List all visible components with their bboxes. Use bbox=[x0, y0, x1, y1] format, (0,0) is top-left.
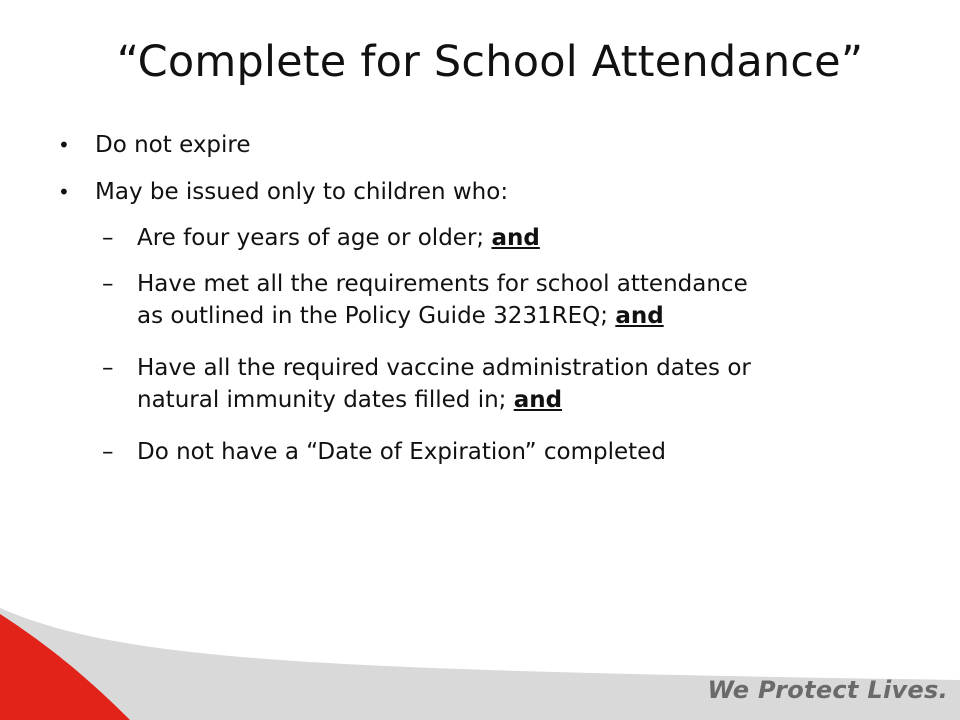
sub-bullet-line: Are four years of age or older; bbox=[137, 225, 492, 251]
sub-bullet-line: Do not have a “Date of Expiration” completed bbox=[137, 439, 666, 465]
sub-bullet-line: Have met all the requirements for school attendance bbox=[137, 271, 748, 297]
and-conjunction: and bbox=[491, 225, 540, 251]
dash-icon: – bbox=[102, 439, 114, 465]
dash-icon: – bbox=[102, 225, 114, 251]
and-conjunction: and bbox=[615, 303, 664, 329]
bullet-icon: • bbox=[58, 180, 70, 204]
sub-bullet-line: as outlined in the Policy Guide 3231REQ; bbox=[137, 303, 616, 329]
sub-bullet-line: Have all the required vaccine administration dates or bbox=[137, 355, 751, 381]
sub-bullet-text bbox=[137, 222, 540, 254]
sub-bullet-text bbox=[137, 384, 562, 416]
bullet-text: May be issued only to children who: bbox=[95, 179, 509, 205]
slide-title: “Complete for School Attendance” bbox=[116, 37, 864, 87]
sub-bullet-line: natural immunity dates filled in; bbox=[137, 387, 514, 413]
dash-icon: – bbox=[102, 355, 114, 381]
bullet-icon: • bbox=[58, 133, 70, 157]
tagline: We Protect Lives. bbox=[707, 676, 948, 704]
dash-icon: – bbox=[102, 271, 114, 297]
sub-bullet-text bbox=[137, 300, 664, 332]
and-conjunction: and bbox=[513, 387, 563, 413]
bullet-text: Do not expire bbox=[95, 132, 251, 158]
